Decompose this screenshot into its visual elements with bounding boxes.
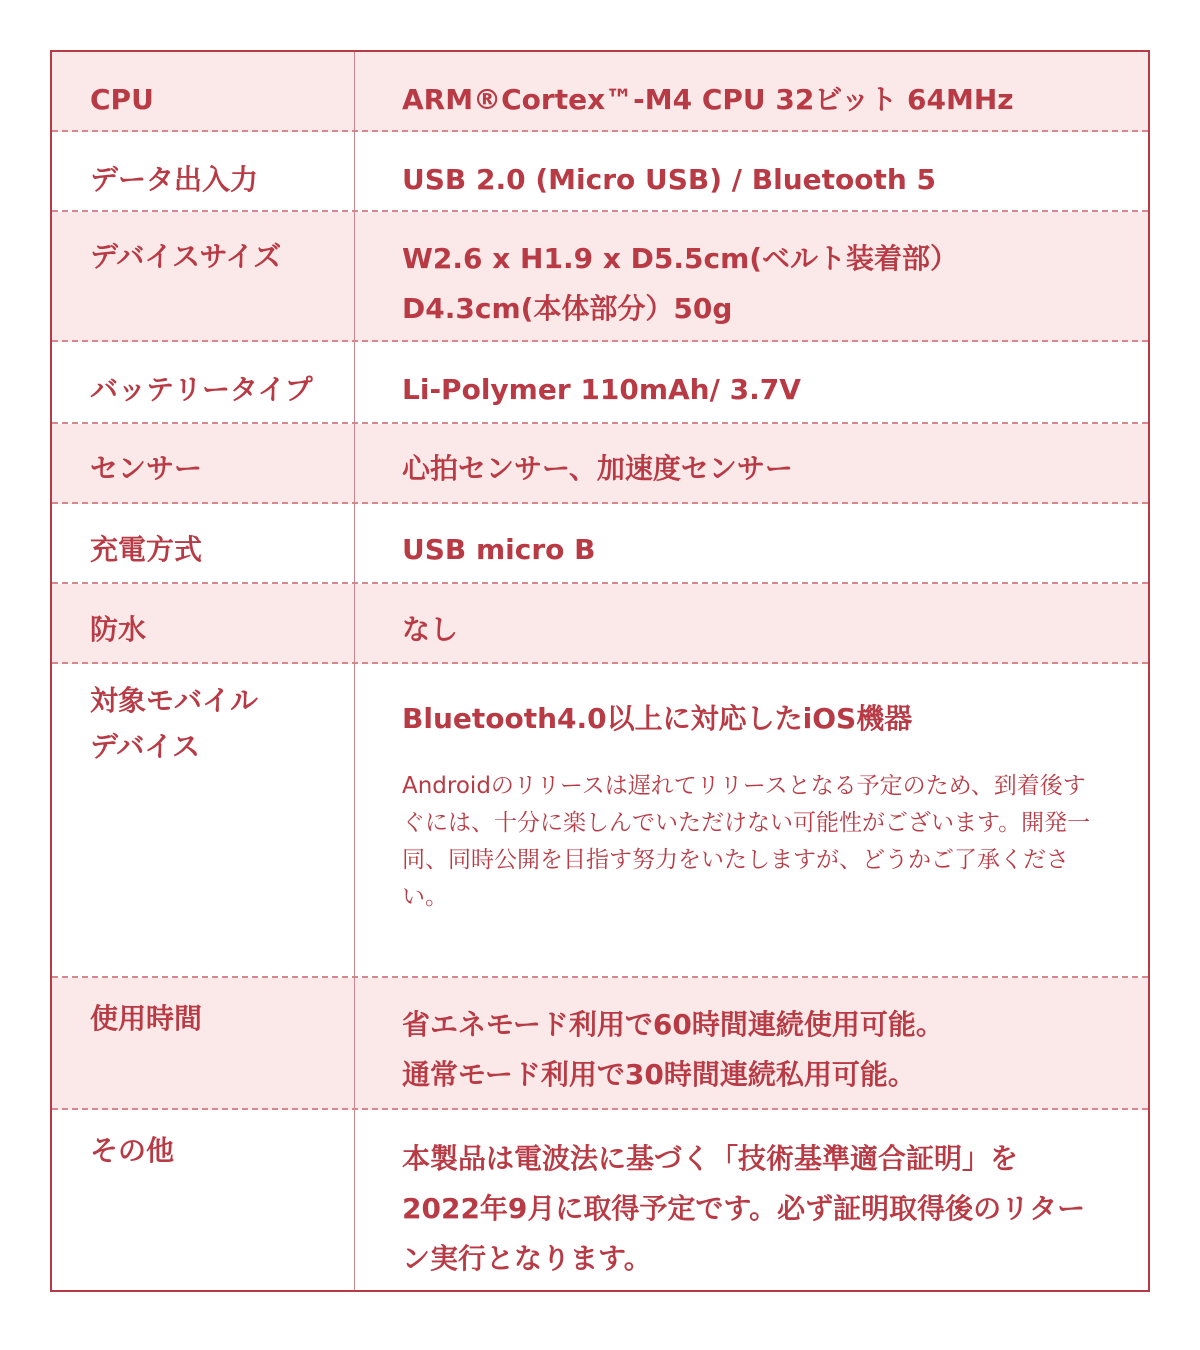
spec-row-usage-time — [52, 978, 1148, 1110]
spec-value: Li-Polymer 110mAh/ 3.7V — [402, 373, 801, 406]
spec-value: USB micro B — [402, 533, 596, 566]
spec-note: Androidのリリースは遅れてリリースとなる予定のため、到着後すぐには、十分に楽しんでいただけない可能性がございます。開発一同、同時公開を目指す努力をいたしますが、どうかご了承ください。 — [402, 773, 1091, 910]
spec-row-waterproof — [52, 584, 1148, 664]
spec-row-device-size — [52, 212, 1148, 342]
spec-row-data-io — [52, 132, 1148, 212]
spec-label: 使用時間 — [90, 1002, 203, 1035]
spec-value: ン実行となります。 — [402, 1242, 652, 1275]
spec-value: 2022年9月に取得予定です。必ず証明取得後のリター — [402, 1192, 1086, 1225]
spec-value: Bluetooth4.0以上に対応したiOS機器 — [402, 702, 913, 735]
spec-label: デバイスサイズ — [90, 240, 282, 273]
spec-value: W2.6 x H1.9 x D5.5cm(ベルト装着部） — [402, 242, 959, 275]
spec-label: センサー — [90, 452, 203, 485]
spec-label: データ出入力 — [90, 163, 259, 196]
spec-row-other — [52, 1110, 1148, 1290]
spec-row-sensor — [52, 424, 1148, 504]
spec-value: ARM®Cortex™-M4 CPU 32ビット 64MHz — [402, 83, 1014, 116]
spec-row-battery — [52, 342, 1148, 424]
spec-label: CPU — [90, 83, 154, 116]
spec-table — [50, 50, 1150, 1292]
spec-label: 対象モバイル デバイス — [90, 684, 259, 763]
spec-value: 心拍センサー、加速度センサー — [402, 452, 793, 485]
spec-value: D4.3cm(本体部分）50g — [402, 292, 733, 325]
spec-label: 防水 — [90, 613, 147, 646]
spec-value: 通常モード利用で30時間連続私用可能。 — [402, 1058, 916, 1091]
spec-label: バッテリータイプ — [90, 373, 313, 406]
spec-value: USB 2.0 (Micro USB) / Bluetooth 5 — [402, 163, 937, 196]
spec-row-target-device — [52, 664, 1148, 978]
spec-row-charging — [52, 504, 1148, 584]
spec-value: なし — [402, 613, 459, 646]
spec-label: 充電方式 — [90, 533, 203, 566]
spec-value: 省エネモード利用で60時間連続使用可能。 — [402, 1008, 944, 1041]
spec-label: その他 — [90, 1134, 175, 1167]
spec-row-cpu — [52, 52, 1148, 132]
spec-value: 本製品は電波法に基づく「技術基準適合証明」を — [402, 1142, 1019, 1175]
column-divider — [354, 52, 355, 1290]
